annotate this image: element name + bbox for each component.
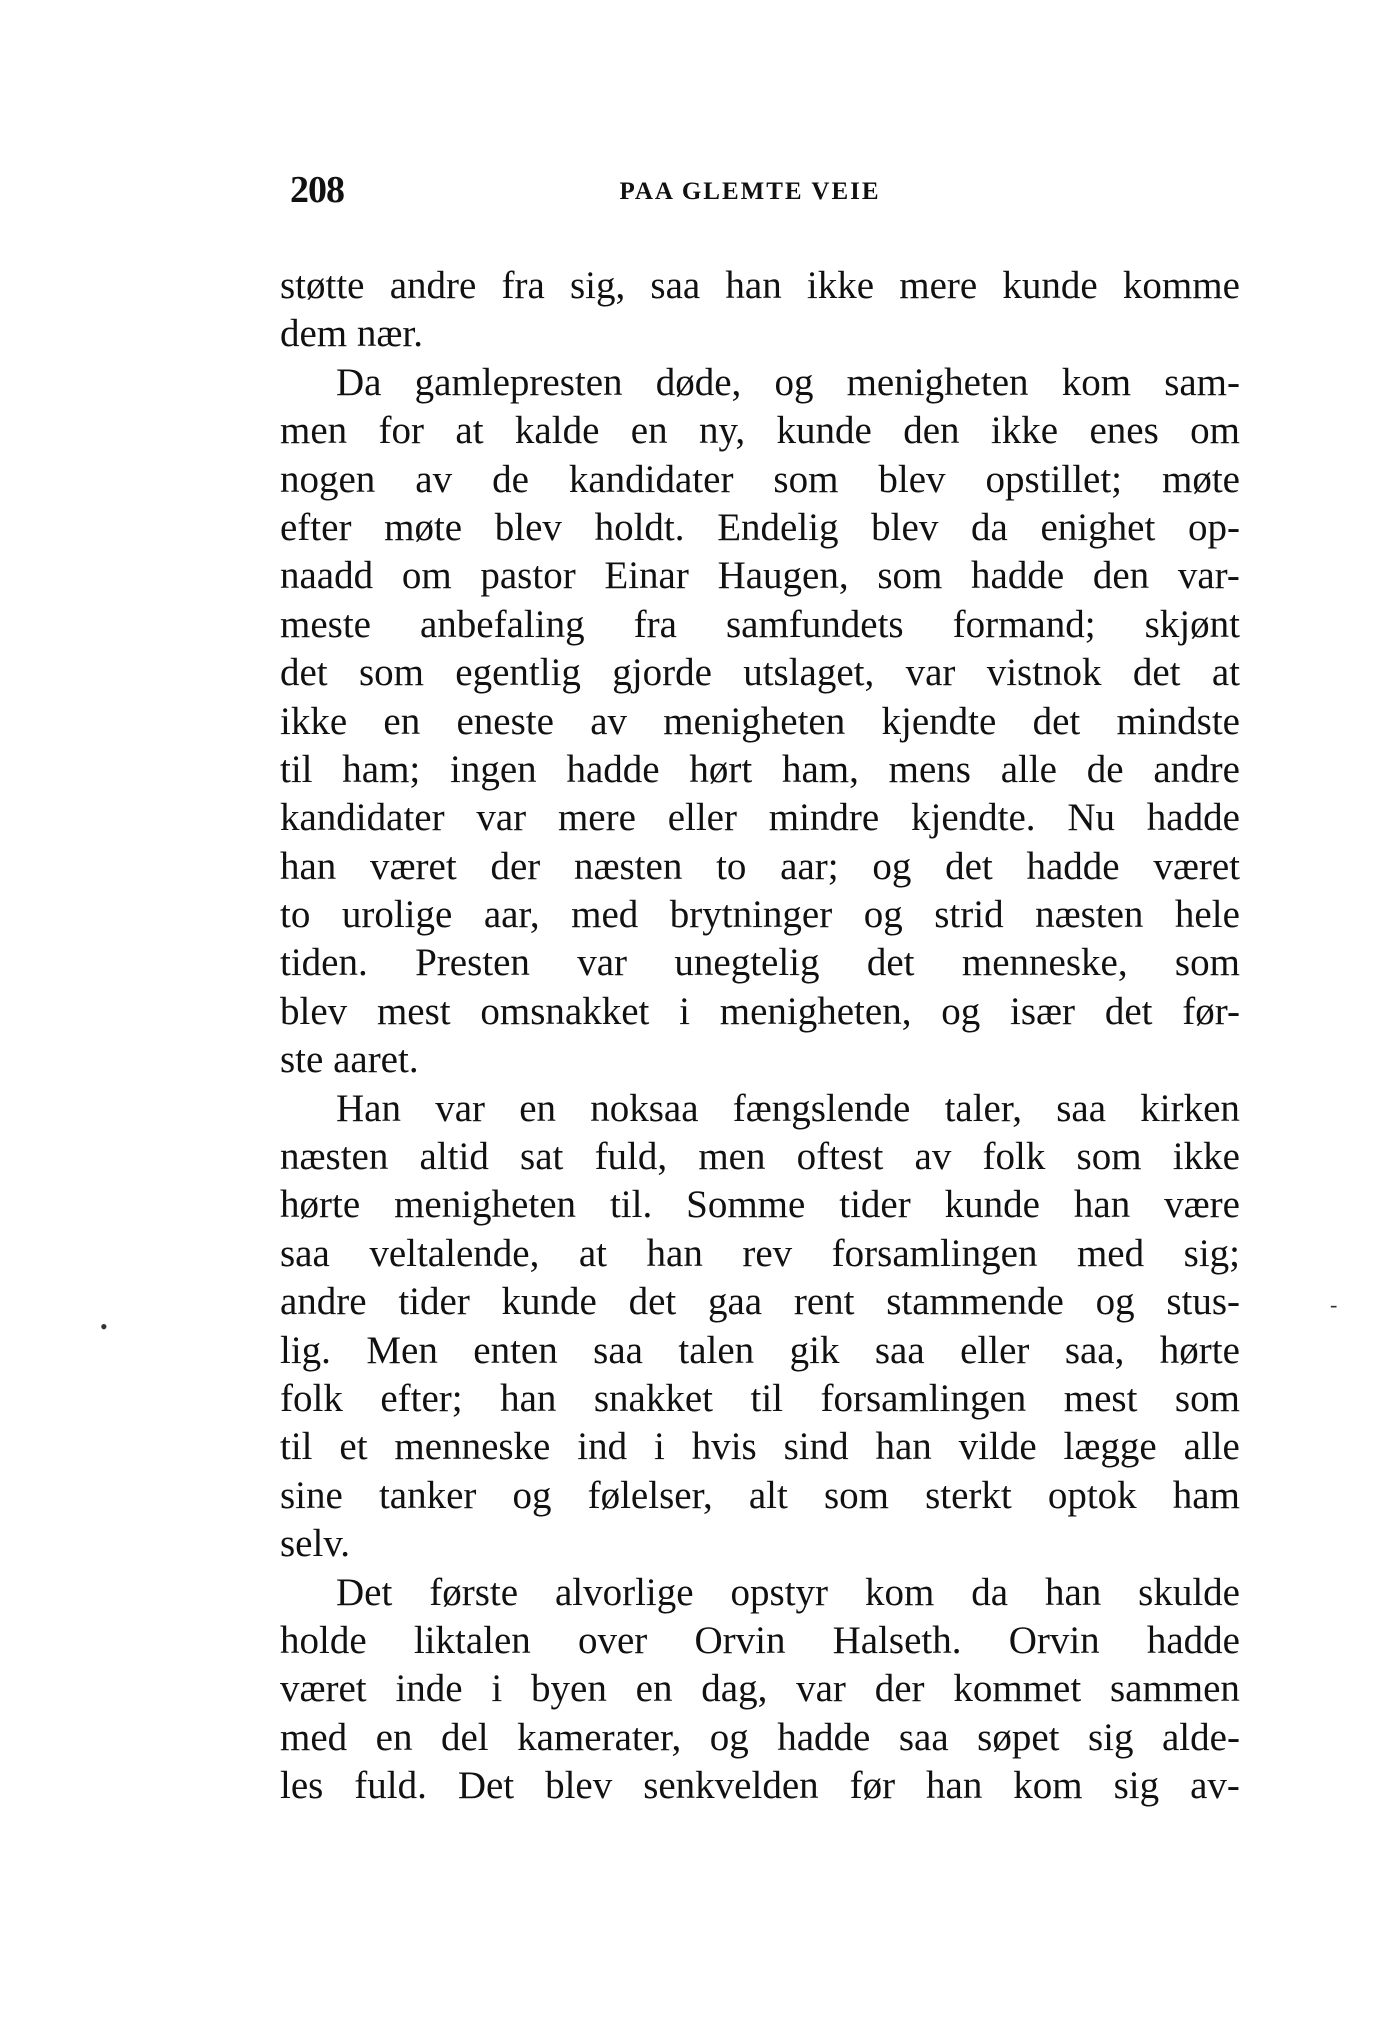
page-header [290,168,1210,218]
text-line: til et menneske ind i hvis sind han vilde lægge alle [280,1425,1240,1469]
text-line: efter møte blev holdt. Endelig blev da enighet op- [280,505,1240,549]
text-line: sine tanker og følelser, alt som sterkt optok ham [280,1473,1240,1517]
page-number: 208 [290,169,344,211]
text-line: meste anbefaling fra samfundets formand; skjønt [280,602,1240,646]
text-line: ste aaret. [280,1038,419,1082]
text-line: to urolige aar, med brytninger og strid næsten hele [280,893,1240,937]
text-line: ikke en eneste av menigheten kjendte det mindste [280,699,1240,743]
text-line: han været der næsten to aar; og det hadde været [280,844,1240,888]
text-line: Han var en noksaa fængslende taler, saa kirken [336,1086,1240,1130]
text-line: Det første alvorlige opstyr kom da han skulde [336,1570,1240,1614]
text-line: selv. [280,1522,351,1566]
text-line: les fuld. Det blev senkvelden før han kom sig av- [280,1764,1240,1808]
text-line: andre tider kunde det gaa rent stammende og stus- [280,1280,1240,1324]
text-line: naadd om pastor Einar Haugen, som hadde den var- [280,554,1240,598]
text-line: lig. Men enten saa talen gik saa eller saa, hørte [280,1328,1240,1372]
text-line: det som egentlig gjorde utslaget, var vistnok det at [280,651,1240,695]
text-line: hørte menigheten til. Somme tider kunde han være [280,1183,1240,1227]
text-line: folk efter; han snakket til forsamlingen mest som [280,1376,1240,1420]
text-line: været inde i byen en dag, var der kommet sammen [280,1667,1240,1711]
text-line: blev mest omsnakket i menigheten, og især det før- [280,989,1240,1033]
running-title: PAA GLEMTE VEIE [619,178,881,205]
text-line: holde liktalen over Orvin Halseth. Orvin hadde [280,1618,1240,1662]
text-line: til ham; ingen hadde hørt ham, mens alle de andre [280,747,1240,791]
margin-dot: • [100,1314,108,1339]
text-line: næsten altid sat fuld, men oftest av folk som ikke [280,1135,1240,1179]
text-line: saa veltalende, at han rev forsamlingen med sig; [280,1231,1240,1275]
text-line: dem nær. [280,312,424,356]
text-line: med en del kamerater, og hadde saa søpet sig alde- [280,1715,1240,1759]
text-line: tiden. Presten var unegtelig det menneske, som [280,941,1240,985]
text-line: støtte andre fra sig, saa han ikke mere kunde komme [280,264,1240,307]
text-line: nogen av de kandidater som blev opstillet; møte [280,457,1240,501]
text-line: men for at kalde en ny, kunde den ikke enes om [280,409,1240,453]
margin-dash: - [1330,1292,1338,1317]
text-line: Da gamlepresten døde, og menigheten kom sam- [336,360,1240,404]
body-text [280,262,1240,1811]
text-line: kandidater var mere eller mindre kjendte. Nu hadde [280,796,1240,840]
